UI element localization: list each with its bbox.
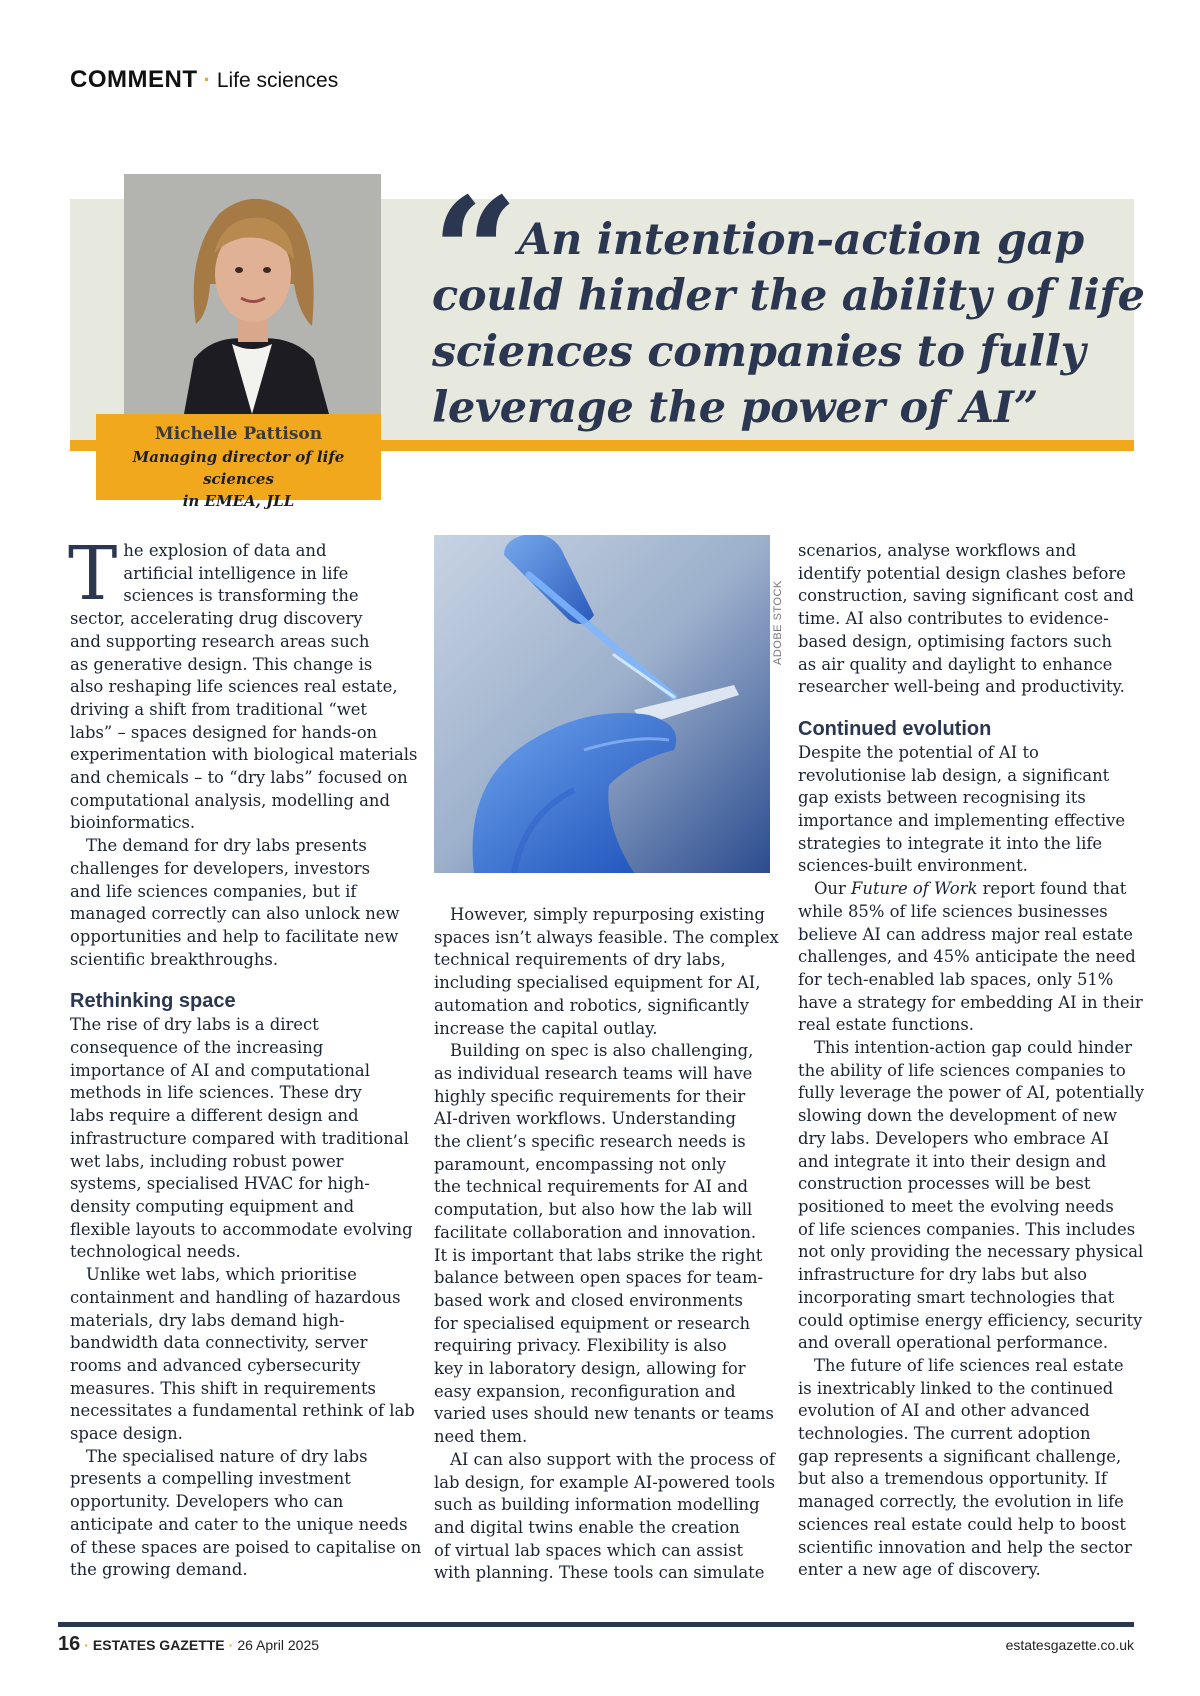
author-role — [96, 446, 381, 512]
article-column-3 — [798, 540, 1145, 1582]
text-line: sciences real estate could help to boost — [798, 1514, 1126, 1534]
text-line: density computing equipment and — [70, 1196, 355, 1216]
text-line: automation and robotics, significantly — [434, 995, 749, 1015]
text-line: identify potential design clashes before — [798, 563, 1126, 583]
text-line: and integrate it into their design and — [798, 1151, 1107, 1171]
photo-credit-text: ADOBE STOCK — [772, 580, 784, 665]
text-line: gap exists between recognising its — [798, 788, 1086, 808]
section-label: COMMENT — [70, 66, 198, 93]
text-line: Despite the potential of AI to — [798, 742, 1039, 762]
text-line: based design, optimising factors such — [798, 631, 1112, 651]
text-line: time. AI also contributes to evidence- — [798, 609, 1109, 629]
text-line: sciences is transforming the — [123, 586, 359, 606]
text-line: also reshaping life sciences real estate, — [70, 677, 398, 697]
text-line: rooms and advanced cybersecurity — [70, 1355, 361, 1375]
text-line: facilitate collaboration and innovation. — [434, 1222, 757, 1242]
text-line: including specialised equipment for AI, — [434, 973, 761, 993]
text-line: is inextricably linked to the continued — [798, 1378, 1114, 1398]
text-line: The rise of dry labs is a direct — [70, 1015, 319, 1035]
text-line: anticipate and cater to the unique needs — [70, 1514, 408, 1534]
author-portrait — [124, 174, 381, 414]
text-line: of virtual lab spaces which can assist — [434, 1540, 744, 1560]
text-line: slowing down the development of new — [798, 1106, 1118, 1126]
text-line: containment and handling of hazardous — [70, 1287, 401, 1307]
text-line: could optimise energy efficiency, security — [798, 1310, 1143, 1330]
text-line: believe AI can address major real estate — [798, 924, 1133, 944]
subheading: Continued evolution — [798, 717, 992, 740]
text-line: key in laboratory design, allowing for — [434, 1359, 746, 1379]
pullquote-line: An intention-action gap — [518, 215, 1084, 265]
text-line: lab design, for example AI-powered tools — [434, 1472, 776, 1492]
text-line: and digital twins enable the creation — [434, 1517, 740, 1537]
text-line: varied uses should new tenants or teams — [434, 1404, 774, 1424]
text-line: sector, accelerating drug discovery — [70, 609, 363, 629]
text-line: not only providing the necessary physical — [798, 1242, 1144, 1262]
text-line: real estate functions. — [798, 1015, 974, 1035]
text-line: technologies. The current adoption — [798, 1424, 1091, 1444]
text-line: necessitates a fundamental rethink of lab — [70, 1401, 415, 1421]
paragraph — [434, 1449, 774, 1585]
open-quote-icon: “ — [432, 165, 519, 341]
text-line: need them. — [434, 1427, 528, 1447]
text-line: easy expansion, reconfiguration and — [434, 1381, 736, 1401]
text-line: However, simply repurposing existing — [450, 905, 765, 924]
paragraph — [70, 835, 410, 971]
paragraph — [798, 1355, 1138, 1582]
text-line: for specialised equipment or research — [434, 1313, 751, 1333]
text-line: The specialised nature of dry labs — [86, 1446, 368, 1466]
text-line: infrastructure compared with traditional — [70, 1128, 409, 1148]
text-line: construction processes will be best — [798, 1174, 1091, 1194]
photo-credit — [770, 535, 788, 665]
text-line: sciences-built environment. — [798, 856, 1028, 876]
text-line: technological needs. — [70, 1242, 241, 1262]
text-line: infrastructure for dry labs but also — [798, 1265, 1087, 1285]
text-line: bandwidth data connectivity, server — [70, 1333, 368, 1353]
text-line: he explosion of data and — [123, 541, 327, 560]
text-line: wet labs, including robust power — [70, 1151, 344, 1171]
text-line: flexible layouts to accommodate evolving — [70, 1219, 413, 1239]
author-name: Michelle Pattison — [154, 424, 323, 444]
paragraph — [68, 531, 418, 835]
author-role-line: in EMEA, JLL — [182, 492, 295, 510]
text-line: spaces isn’t always feasible. The complex — [434, 927, 779, 947]
text-line — [798, 878, 1138, 901]
issue-date: 26 April 2025 — [237, 1637, 320, 1653]
text-line: The demand for dry labs presents — [86, 836, 367, 856]
paragraph — [798, 742, 1138, 878]
text-line: materials, dry labs demand high- — [70, 1310, 345, 1330]
text-line: based work and closed environments — [434, 1290, 743, 1310]
text-line: enter a new age of discovery. — [798, 1560, 1041, 1580]
text-line: and supporting research areas such — [70, 631, 370, 651]
pullquote-line: sciences companies to fully — [432, 327, 1086, 377]
text-line: scientific innovation and help the sector — [798, 1537, 1132, 1557]
text-line: computational analysis, modelling and — [70, 790, 390, 810]
text-line: dry labs. Developers who embrace AI — [798, 1128, 1110, 1148]
text-line: with planning. These tools can simulate — [434, 1563, 765, 1583]
author-caption — [96, 414, 381, 510]
text-line: The future of life sciences real estate — [814, 1355, 1124, 1375]
text-line: paramount, encompassing not only — [434, 1154, 726, 1174]
footer-url: estatesgazette.co.uk — [1005, 1637, 1134, 1653]
section-header — [70, 66, 338, 94]
text-line: fully leverage the power of AI, potentially — [798, 1083, 1145, 1103]
text-line: technical requirements of dry labs, — [434, 950, 726, 970]
text-run: report found that — [977, 879, 1127, 899]
text-line: as air quality and daylight to enhance — [798, 654, 1113, 674]
paragraph — [70, 1014, 413, 1264]
text-line: Unlike wet labs, which prioritise — [86, 1265, 357, 1285]
text-line: space design. — [70, 1424, 183, 1444]
paragraph — [70, 1264, 415, 1446]
text-line: the technical requirements for AI and — [434, 1177, 748, 1197]
separator-dot: · — [84, 1637, 89, 1653]
text-line: artificial intelligence in life — [123, 563, 349, 583]
lab-photo — [434, 535, 770, 873]
text-line: the growing demand. — [70, 1560, 248, 1580]
text-line: This intention-action gap could hinder — [814, 1038, 1133, 1058]
footer-rule — [58, 1622, 1134, 1627]
dropcap: T — [68, 531, 118, 617]
publication-name: ESTATES GAZETTE — [92, 1637, 225, 1653]
text-line: AI can also support with the process of — [450, 1449, 775, 1469]
subheading: Rethinking space — [70, 990, 236, 1013]
text-line: increase the capital outlay. — [434, 1018, 658, 1038]
text-line: construction, saving significant cost and — [798, 586, 1135, 606]
text-line: It is important that labs strike the right — [434, 1245, 763, 1265]
text-line: as generative design. This change is — [70, 654, 373, 674]
text-line: while 85% of life sciences businesses — [798, 901, 1108, 921]
text-line: managed correctly, the evolution in life — [798, 1492, 1124, 1512]
text-line: AI-driven workflows. Understanding — [434, 1109, 736, 1129]
paragraph — [70, 1446, 422, 1582]
article-column-1 — [68, 531, 422, 1582]
page-number: 16 — [58, 1633, 81, 1655]
text-line: labs require a different design and — [70, 1106, 359, 1126]
text-line: Building on spec is also challenging, — [450, 1041, 754, 1061]
text-line: strategies to integrate it into the life — [798, 833, 1103, 853]
paragraph — [798, 1037, 1145, 1355]
text-line: consequence of the increasing — [70, 1038, 324, 1058]
text-line: driving a shift from traditional “wet — [70, 699, 368, 719]
author-role-line: Managing director of life sciences — [132, 448, 345, 488]
text-line: measures. This shift in requirements — [70, 1378, 376, 1398]
text-line: have a strategy for embedding AI in their — [798, 992, 1143, 1012]
text-line: the ability of life sciences companies to — [798, 1060, 1126, 1080]
text-run: Our — [814, 879, 852, 899]
separator-dot: · — [203, 67, 211, 92]
text-line: highly specific requirements for their — [434, 1086, 746, 1106]
text-line: labs” – spaces designed for hands-on — [70, 722, 378, 742]
text-line: methods in life sciences. These dry — [70, 1083, 362, 1103]
topic-label: Life sciences — [216, 69, 339, 92]
pullquote — [432, 212, 1145, 436]
text-line: systems, specialised HVAC for high- — [70, 1174, 370, 1194]
article-column-2 — [434, 904, 779, 1585]
text-line: gap represents a significant challenge, — [798, 1446, 1122, 1466]
pullquote-line: could hinder the ability of life — [432, 271, 1145, 321]
text-line: scenarios, analyse workflows and — [798, 541, 1077, 560]
text-line: for tech-enabled lab spaces, only 51% — [798, 969, 1114, 989]
separator-dot: · — [228, 1637, 234, 1653]
text-line: managed correctly can also unlock new — [70, 904, 400, 924]
text-line: and chemicals – to “dry labs” focused on — [70, 768, 408, 788]
text-line: revolutionise lab design, a significant — [798, 765, 1110, 785]
text-line: challenges for developers, investors — [70, 858, 371, 878]
text-line: of these spaces are poised to capitalise on — [70, 1537, 422, 1557]
paragraph — [798, 540, 1138, 699]
text-line: bioinformatics. — [70, 813, 196, 833]
text-line: researcher well-being and productivity. — [798, 677, 1125, 697]
text-line: presents a compelling investment — [70, 1469, 351, 1489]
report-title: Future of Work — [851, 879, 978, 899]
text-line: requiring privacy. Flexibility is also — [434, 1336, 727, 1356]
pullquote-line: leverage the power of AI” — [432, 383, 1039, 433]
text-line: opportunity. Developers who can — [70, 1492, 344, 1512]
text-line: scientific breakthroughs. — [70, 949, 279, 969]
text-line: computation, but also how the lab will — [434, 1200, 753, 1220]
paragraph — [798, 878, 1143, 1037]
paragraph — [434, 1040, 774, 1449]
text-line: as individual research teams will have — [434, 1063, 753, 1083]
text-line: and life sciences companies, but if — [70, 881, 357, 901]
text-line: positioned to meet the evolving needs — [798, 1196, 1114, 1216]
paragraph — [434, 904, 779, 1040]
text-line: importance of AI and computational — [70, 1060, 370, 1080]
text-line: and overall operational performance. — [798, 1333, 1109, 1353]
footer-folio — [58, 1633, 319, 1656]
text-line: such as building information modelling — [434, 1495, 760, 1515]
text-line: the client’s specific research needs is — [434, 1132, 746, 1152]
text-line: evolution of AI and other advanced — [798, 1401, 1090, 1421]
text-line: opportunities and help to facilitate new — [70, 926, 399, 946]
text-line: of life sciences companies. This includes — [798, 1219, 1136, 1239]
text-line: but also a tremendous opportunity. If — [798, 1469, 1107, 1489]
text-line: incorporating smart technologies that — [798, 1287, 1115, 1307]
text-line: balance between open spaces for team- — [434, 1268, 764, 1288]
text-line: challenges, and 45% anticipate the need — [798, 947, 1136, 967]
text-line: experimentation with biological materials — [70, 745, 418, 765]
text-line: importance and implementing effective — [798, 811, 1126, 831]
